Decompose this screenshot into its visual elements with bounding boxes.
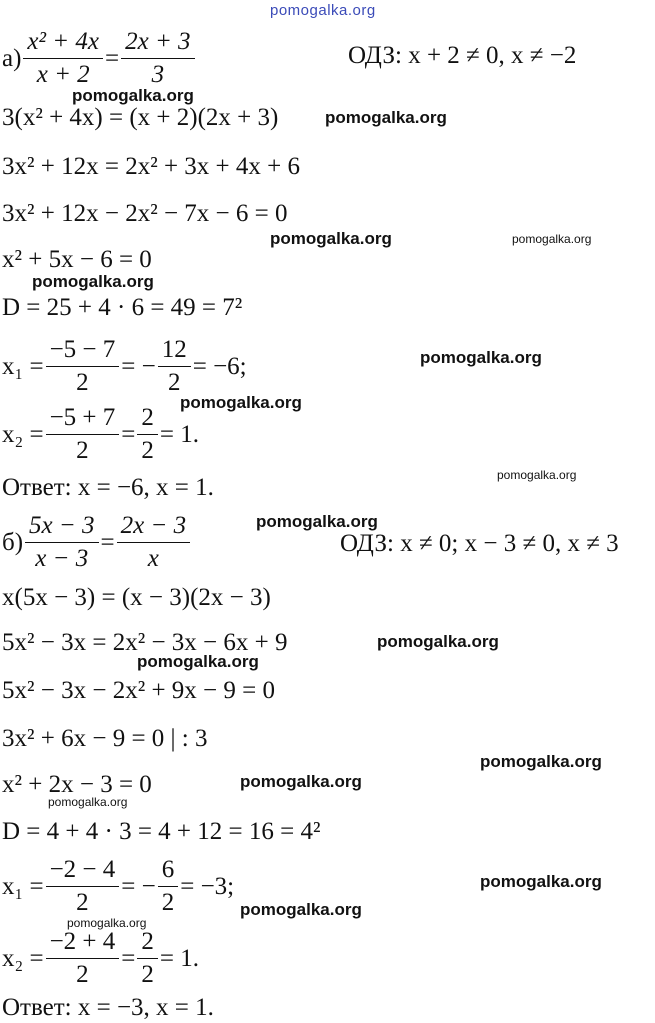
watermark: pomogalka.org xyxy=(180,393,302,412)
fraction: $\frac{-5 - 7}{2}$ xyxy=(48,336,118,397)
fraction: $\frac{-2 - 4}{2}$ xyxy=(48,856,118,917)
step: x(5x − 3) = (x − 3)(2x − 3) xyxy=(2,584,271,611)
watermark: pomogalka.org xyxy=(420,348,542,367)
watermark: pomogalka.org xyxy=(32,272,154,291)
part-a-label: а) xyxy=(2,44,22,72)
part-a-equation: а) $\frac{\text{x² + 4x}}{x + 2}$ = $\frac{2x + 3}{3}$ xyxy=(2,28,197,89)
watermark: pomogalka.org xyxy=(497,468,577,482)
answer-b: Ответ: x = −3, x = 1. xyxy=(2,994,214,1021)
watermark: pomogalka.org xyxy=(256,512,378,531)
fraction: $\frac{2x - 3}{x}$ xyxy=(119,512,188,573)
watermark: pomogalka.org xyxy=(67,916,147,930)
fraction: $\frac{6}{2}$ xyxy=(160,856,177,917)
fraction: $\frac{2}{2}$ xyxy=(139,404,156,465)
discriminant: D = 4 + 4 · 3 = 4 + 12 = 16 = 4² xyxy=(2,818,321,845)
watermark-top: pomogalka.org xyxy=(270,2,376,19)
root-x1: x₁ = $\frac{-5 - 7}{2}$ = − $\frac{12}{2}$ = −6; xyxy=(2,336,247,396)
watermark: pomogalka.org xyxy=(48,795,128,809)
watermark: pomogalka.org xyxy=(480,752,602,771)
step: 5x² − 3x − 2x² + 9x − 9 = 0 xyxy=(2,677,275,704)
step: 3(x² + 4x) = (x + 2)(2x + 3) xyxy=(2,104,279,131)
answer-a: Ответ: x = −6, x = 1. xyxy=(2,474,214,501)
step: 3x² + 12x − 2x² − 7x − 6 = 0 xyxy=(2,200,288,227)
fraction: $\frac{-5 + 7}{2}$ xyxy=(48,404,118,465)
fraction: $\frac{12}{2}$ xyxy=(160,336,189,397)
step: x² + 5x − 6 = 0 xyxy=(2,246,152,273)
step: 5x² − 3x = 2x² − 3x − 6x + 9 xyxy=(2,629,288,656)
step: 3x² + 12x = 2x² + 3x + 4x + 6 xyxy=(2,153,300,180)
watermark: pomogalka.org xyxy=(377,632,499,651)
part-b-label: б) xyxy=(2,528,24,556)
watermark: pomogalka.org xyxy=(240,900,362,919)
root-x2: x₂ = $\frac{-5 + 7}{2}$ = $\frac{2}{2}$ = 1. xyxy=(2,404,199,464)
discriminant: D = 25 + 4 · 6 = 49 = 7² xyxy=(2,294,243,321)
odz-a: ОДЗ: x + 2 ≠ 0, x ≠ −2 xyxy=(348,42,577,69)
watermark: pomogalka.org xyxy=(325,108,447,127)
odz-b: ОДЗ: x ≠ 0; x − 3 ≠ 0, x ≠ 3 xyxy=(340,530,619,557)
fraction: $\frac{2}{2}$ xyxy=(139,928,156,989)
watermark: pomogalka.org xyxy=(240,772,362,791)
watermark: pomogalka.org xyxy=(137,652,259,671)
root-x1: x₁ = $\frac{-2 - 4}{2}$ = − $\frac{6}{2}$ = −3; xyxy=(2,856,235,916)
fraction: $\frac{-2 + 4}{2}$ xyxy=(48,928,118,989)
fraction: $\frac{5x - 3}{x - 3}$ xyxy=(27,512,96,573)
fraction: $\frac{\text{x² + 4x}}{x + 2}$ xyxy=(25,28,101,89)
step: 3x² + 6x − 9 = 0 | : 3 xyxy=(2,725,208,752)
watermark: pomogalka.org xyxy=(270,229,392,248)
watermark: pomogalka.org xyxy=(72,86,194,105)
watermark: pomogalka.org xyxy=(480,872,602,891)
watermark: pomogalka.org xyxy=(512,232,592,246)
fraction: $\frac{2x + 3}{3}$ xyxy=(123,28,192,89)
part-b-equation: б) $\frac{5x - 3}{x - 3}$ = $\frac{2x - 3}{x}$ xyxy=(2,512,192,573)
root-x2: x₂ = $\frac{-2 + 4}{2}$ = $\frac{2}{2}$ = 1. xyxy=(2,928,199,988)
step: x² + 2x − 3 = 0 xyxy=(2,771,152,798)
